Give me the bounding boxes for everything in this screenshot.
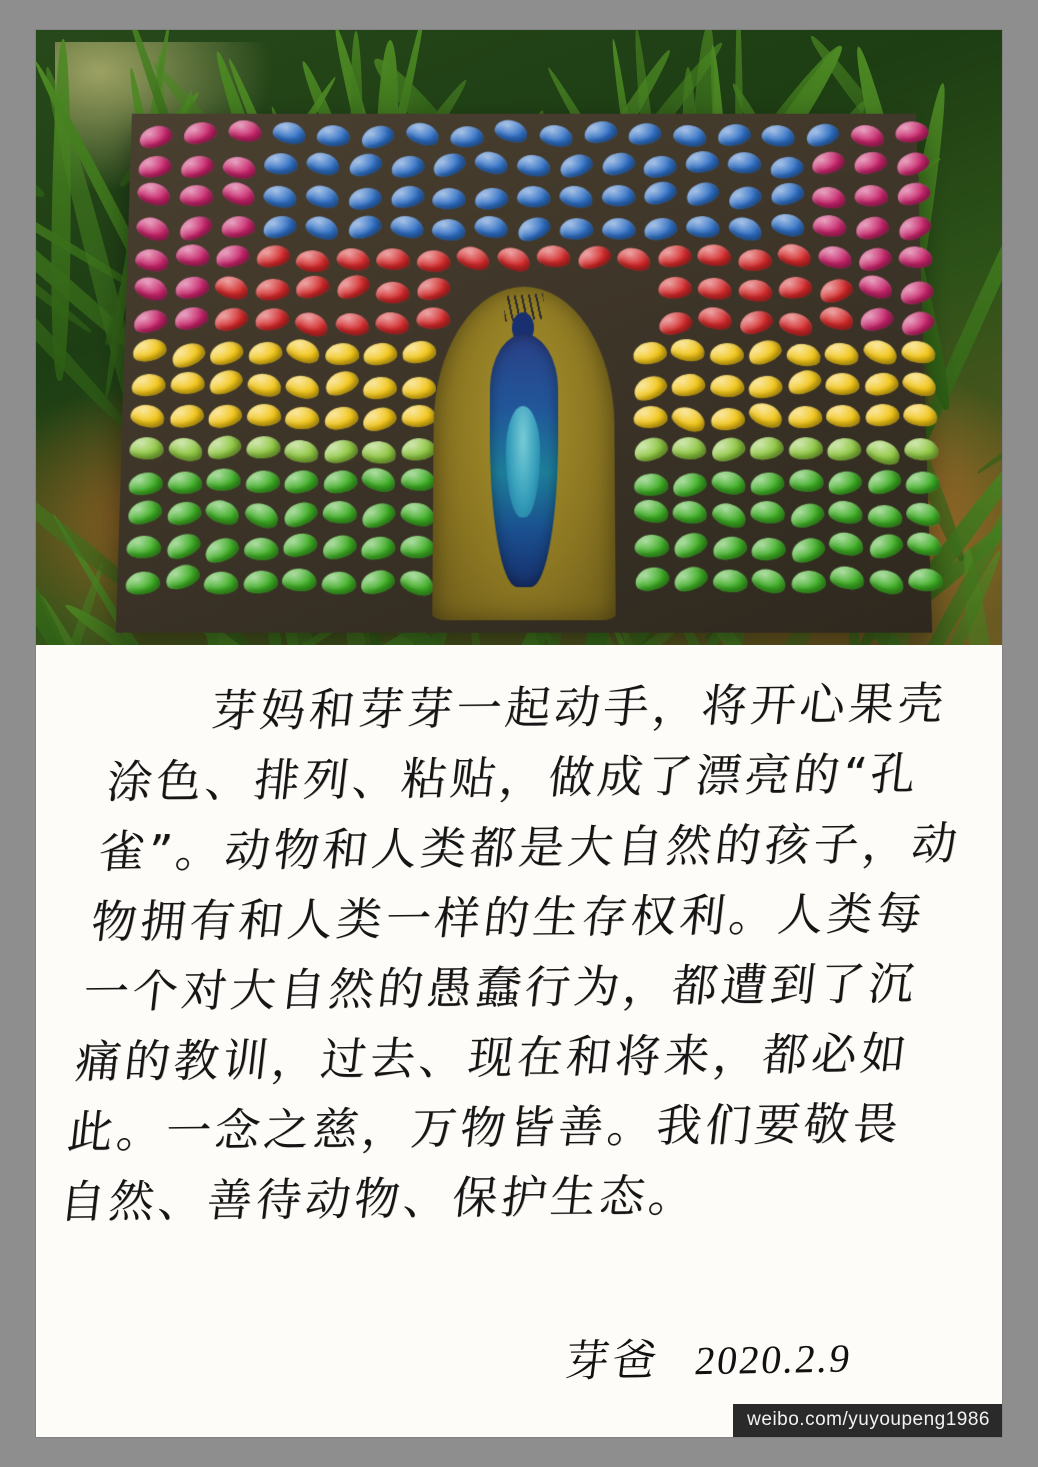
weibo-watermark: weibo.com/yuyoupeng1986 [733,1404,1002,1437]
signature-name: 芽爸 [561,1334,663,1388]
note-body-text: 芽妈和芽芽一起动手，将开心果壳涂色、排列、粘贴，做成了漂亮的“孔雀”。动物和人类都是大自然的孩子，动物拥有和人类一样的生存权利。人类每一个对大自然的愚蠢行为，都遭到了沉痛的教训，过去、现在和将来，都必如此。一念之慈，万物皆善。我们要敬畏自然、善待动物、保护生态。 [57,676,964,1229]
photo-peanut-shell-peacock [36,30,1002,645]
photo-note-card [36,30,1002,1437]
signature-date: 2020.2.9 [692,1335,855,1384]
craft-board [116,114,932,633]
handwritten-note [36,645,1002,1437]
note-signature [562,1321,857,1390]
peacock-painting-panel [432,287,616,621]
